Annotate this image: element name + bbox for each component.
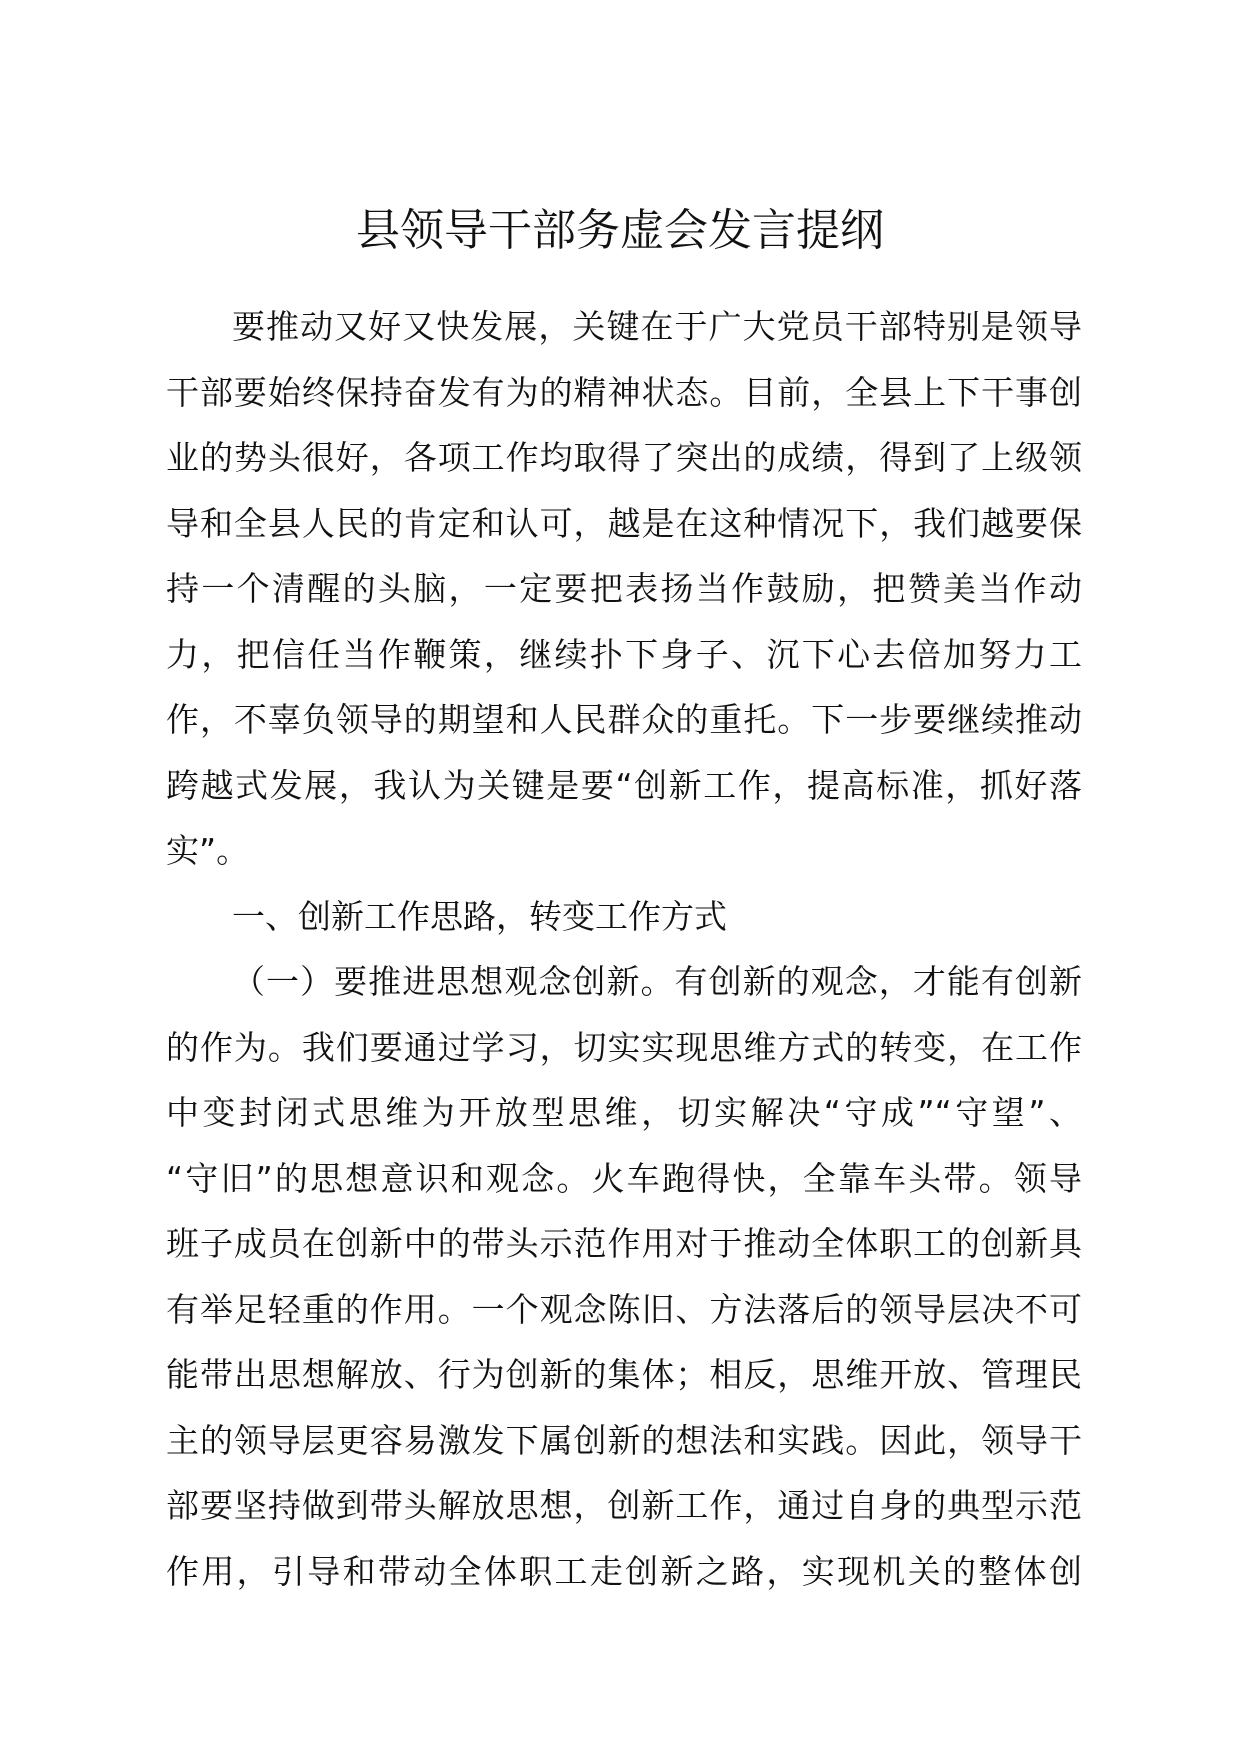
text-line: 跨越式发展，我认为关键是要“创新工作，提高标准，抓好落 bbox=[166, 765, 1082, 805]
text-line: 力，把信任当作鞭策，继续扑下身子、沉下心去倍加努力工 bbox=[166, 634, 1082, 674]
text-line: 中变封闭式思维为开放型思维，切实解决“守成”“守望”、 bbox=[166, 1093, 1082, 1132]
text-line: 班子成员在创新中的带头示范作用对于推动全体职工的创新具 bbox=[166, 1224, 1082, 1263]
text-line: 持一个清醒的头脑，一定要把表扬当作鼓励，把赞美当作动 bbox=[166, 569, 1082, 608]
text-line: “守旧”的思想意识和观念。火车跑得快，全靠车头带。领导 bbox=[166, 1158, 1082, 1198]
document-title: 县领导干部务虚会发言提纲 bbox=[356, 205, 884, 256]
text-line: 主的领导层更容易激发下属创新的想法和实践。因此，领导干 bbox=[166, 1420, 1082, 1460]
text-line: 要推动又好又快发展，关键在于广大党员干部特别是领导 bbox=[232, 307, 1082, 346]
section-heading: 一、创新工作思路，转变工作方式 bbox=[232, 896, 727, 936]
text-line: 导和全县人民的肯定和认可，越是在这种情况下，我们越要保 bbox=[166, 503, 1082, 543]
text-line: 作用，引导和带动全体职工走创新之路，实现机关的整体创 bbox=[166, 1551, 1082, 1591]
text-line: 业的势头很好，各项工作均取得了突出的成绩，得到了上级领 bbox=[166, 438, 1082, 477]
text-line: 有举足轻重的作用。一个观念陈旧、方法落后的领导层决不可 bbox=[166, 1289, 1082, 1329]
text-line: 作，不辜负领导的期望和人民群众的重托。下一步要继续推动 bbox=[166, 700, 1082, 739]
text-line: 的作为。我们要通过学习，切实实现思维方式的转变，在工作 bbox=[166, 1027, 1082, 1067]
text-line: （一）要推进思想观念创新。有创新的观念，才能有创新 bbox=[232, 962, 1082, 1001]
text-line: 实”。 bbox=[166, 831, 250, 870]
document-body bbox=[166, 294, 1082, 1604]
text-line: 能带出思想解放、行为创新的集体；相反，思维开放、管理民 bbox=[166, 1355, 1082, 1394]
text-line: 干部要始终保持奋发有为的精神状态。目前，全县上下干事创 bbox=[166, 372, 1082, 412]
text-line: 部要坚持做到带头解放思想，创新工作，通过自身的典型示范 bbox=[166, 1486, 1082, 1525]
